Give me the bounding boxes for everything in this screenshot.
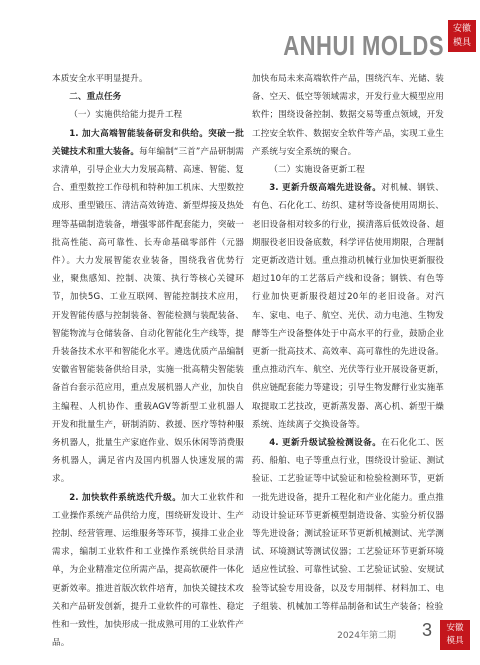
paragraph-lead: 1. 加大高端智能装备研发和供给。突破一批关键技术和重大装备。 xyxy=(52,128,244,157)
subsection-heading: （二）实施设备更新工程 xyxy=(269,165,365,176)
page-footer xyxy=(0,618,480,658)
section-heading: 二、重点任务 xyxy=(69,92,122,103)
footer-badge xyxy=(440,620,470,650)
paragraph xyxy=(252,179,444,434)
paragraph-lead: 2. 加快软件系统迭代升级。 xyxy=(69,492,182,503)
badge-line-1: 安徽 xyxy=(446,623,464,633)
badge-line-2: 模具 xyxy=(446,636,464,646)
paragraph-body: 在石化化工、医药、船舶、电子等重点行业，围绕设计验证、测试验证、工艺验证等中试验证和检验检测环节，更新一批先进设备，提升工程化和产业化能力。重点推动设计验证环节更新模型制造设备、实验分析仪器等先进设备；测试验证环节更新机械测试、光学测试、环境测试等测试仪器；工艺验证环节更新环境适应性试验、可靠性试验、工艺验证试验、安规试验等试验专用设备，以及专用制样、材料加工、电子组装、机械加工等样品制备和试生产装备；检验 xyxy=(252,438,445,612)
paragraph: 本质安全水平明显提升。 xyxy=(52,74,148,84)
magazine-badge xyxy=(448,20,476,52)
subsection-heading: （一）实施供给能力提升工程 xyxy=(69,110,183,121)
paragraph-body: 每年编制“三首”产品研制需求清单，引导企业大力发展高精、高速、智能、复合、重型数控工作母机和特种加工机床、大型数控成形、重型锻压、清洁高效铸造、新型焊接及热处理等基础制造装备，增强零部件配套能力，突破一批高性能、高可靠性、长寿命基础零部件（元器件）。大力发展智能农业装备，围绕我省优势行业，聚焦感知、控制、决策、执行等核心关键环节，加快5G、工业互联网、智能控制技术应用，开发智能传感与控制装备、智能检测与装配装备、智能物流与仓储装备、自动化智能化生产线等，提升装备技术水平和智能化水平。遴选优质产品编制安徽省智能装备供给目录，实施一批高精尖智能装备首台套示范应用，重点发展机器人产业，加快自主编程、人机协作、重载AGV等新型工业机器人开发和批量生产，研制消防、救援、医疗等特种服务机器人，批量生产家庭作业、娱乐休闲等消费服务机器人，满足省内及国内机器人快速发展的需求。 xyxy=(52,146,244,485)
paragraph xyxy=(252,434,444,616)
paragraph-lead: 4. 更新升级试验检测设备。 xyxy=(269,438,382,449)
paragraph: 加快布局未来高端软件产品，围绕汽车、光储、装备、空天、低空等领域需求，开发行业大模型应用软件；围绕设备控制、数据交易等重点领域，开发工控安全软件、数据安全软件等产品，实现工业生产系统与安全系统的聚合。 xyxy=(252,74,444,157)
paragraph-lead: 3. 更新升级高端先进设备。 xyxy=(269,183,382,194)
paragraph-body: 加大工业软件和工业操作系统产品供给力度，围绕研发设计、生产控制、经营管理、运维服务等环节，摸排工业企业需求，编制工业软件和工业操作系统供给目录清单，为企业精准定位所需产品，提高软硬件一体化更新效率。推进首版次软件培育，加快关键技术攻关和产品研发创新，提升工业软件的可靠性、稳定性和一致性，加快形成一批成熟可用的工业软件产品。 xyxy=(52,492,245,649)
paragraph-body: 对机械、钢铁、有色、石化化工、纺织、建材等设备使用周期长、老旧设备相对较多的行业，摸清落后低效设备、超期服役老旧设备底数，科学评估使用期限，合理制定更新改造计划。重点推动机械行业加快更新服役超过10年的工艺落后产线和设备；钢铁、有色等行业加快更新服役超过20年的老旧设备。对汽车、家电、电子、航空、光伏、动力电池、生物发酵等生产设备整体处于中高水平的行业，鼓励企业更新一批高技术、高效率、高可靠性的先进设备。重点推动汽车、航空、光伏等行业开展设备更新，供应链配套能力等建设；引导生物发酵行业实施革取提取工艺技改，更新蒸发器、离心机、新型干燥系统、连续离子交换设备等。 xyxy=(252,183,445,430)
issue-label: 2024年第二期 xyxy=(337,631,396,641)
right-column xyxy=(252,70,444,616)
paragraph xyxy=(52,125,244,489)
magazine-brand: ANHUI MOLDS xyxy=(283,30,444,62)
left-column xyxy=(52,70,244,653)
badge-line-1: 安徽 xyxy=(452,24,471,34)
page-header xyxy=(0,0,480,62)
page-number: 3 xyxy=(421,620,432,640)
badge-line-2: 模具 xyxy=(452,38,471,48)
